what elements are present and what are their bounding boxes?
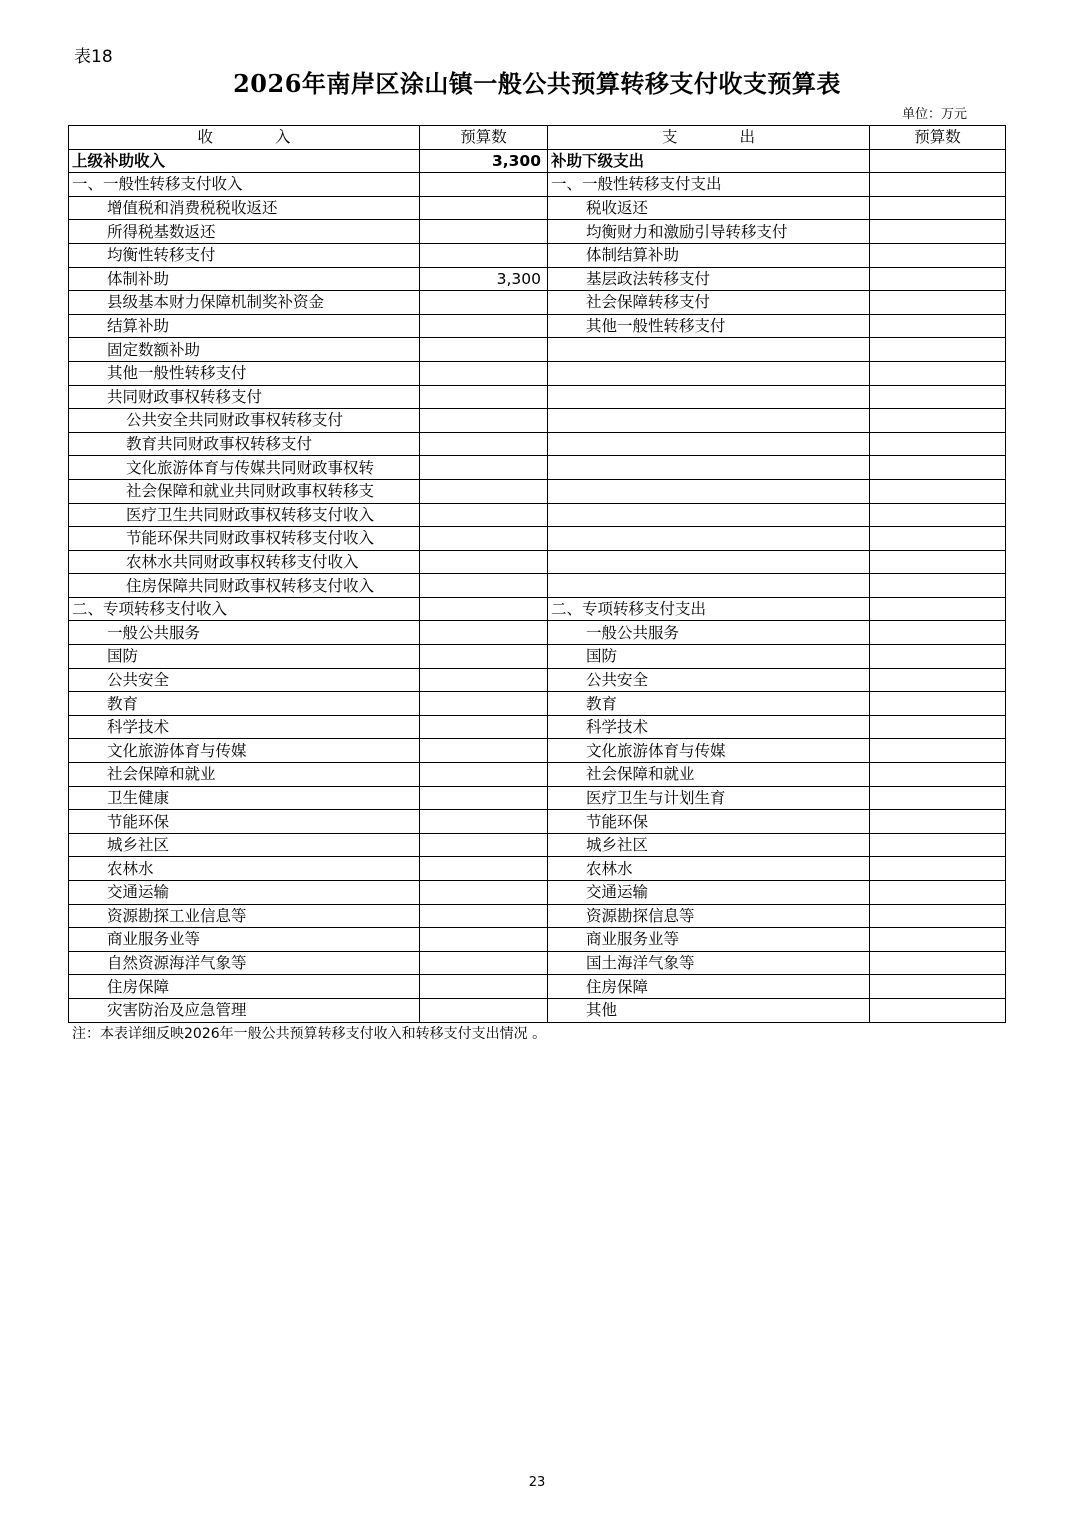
expense-amount-cell [870,432,1006,456]
expense-amount-cell [870,668,1006,692]
income-cell: 自然资源海洋气象等 [69,951,420,975]
table-row [69,975,1006,999]
expense-cell: 资源勘探信息等 [548,904,870,928]
expense-amount-cell [870,763,1006,787]
income-amount-cell [420,881,548,905]
expense-cell: 其他 [548,998,870,1022]
expense-amount-cell [870,833,1006,857]
expense-cell [548,479,870,503]
table-row [69,904,1006,928]
expense-amount-cell [870,409,1006,433]
expense-amount-cell [870,597,1006,621]
income-amount-cell [420,692,548,716]
income-cell: 文化旅游体育与传媒 [69,739,420,763]
table-row [69,597,1006,621]
expense-amount-cell [870,951,1006,975]
table-row [69,267,1006,291]
footnote: 注：本表详细反映2026年一般公共预算转移支付收入和转移支付支出情况 。 [72,1026,547,1042]
expense-cell [548,503,870,527]
table-row [69,220,1006,244]
income-cell: 商业服务业等 [69,928,420,952]
income-cell: 城乡社区 [69,833,420,857]
table-row [69,243,1006,267]
income-amount-cell [420,361,548,385]
expense-amount-cell [870,928,1006,952]
table-label: 表18 [74,47,113,67]
expense-cell [548,338,870,362]
expense-cell: 基层政法转移支付 [548,267,870,291]
income-amount-cell [420,975,548,999]
expense-amount-cell [870,503,1006,527]
expense-amount-cell [870,173,1006,197]
table-row [69,857,1006,881]
expense-amount-cell [870,975,1006,999]
income-amount-cell [420,550,548,574]
income-cell: 增值税和消费税税收返还 [69,196,420,220]
income-amount-cell [420,951,548,975]
table-row [69,291,1006,315]
income-amount-cell [420,314,548,338]
income-amount-cell [420,621,548,645]
expense-cell [548,574,870,598]
income-cell: 住房保障共同财政事权转移支付收入 [69,574,420,598]
income-amount-cell [420,243,548,267]
table-row [69,361,1006,385]
income-amount-cell [420,173,548,197]
income-amount-cell [420,928,548,952]
expense-amount-cell [870,385,1006,409]
income-amount-cell: 3,300 [420,267,548,291]
income-cell: 体制补助 [69,267,420,291]
expense-cell [548,550,870,574]
expense-cell: 交通运输 [548,881,870,905]
income-cell: 国防 [69,645,420,669]
income-cell: 灾害防治及应急管理 [69,998,420,1022]
expense-amount-cell [870,220,1006,244]
income-cell: 医疗卫生共同财政事权转移支付收入 [69,503,420,527]
income-amount-cell [420,291,548,315]
income-amount-cell [420,503,548,527]
income-amount-cell [420,385,548,409]
expense-amount-cell [870,479,1006,503]
table-row [69,786,1006,810]
income-amount-cell [420,456,548,480]
expense-amount-cell [870,527,1006,551]
document-title: 2026年南岸区涂山镇一般公共预算转移支付收支预算表 [233,69,841,98]
income-cell: 公共安全 [69,668,420,692]
expense-cell: 补助下级支出 [548,149,870,173]
income-cell: 一般公共服务 [69,621,420,645]
expense-cell [548,361,870,385]
table-row [69,550,1006,574]
table-row [69,668,1006,692]
income-cell: 农林水 [69,857,420,881]
income-cell: 上级补助收入 [69,149,420,173]
expense-amount-cell [870,291,1006,315]
income-amount-cell [420,904,548,928]
income-amount-cell [420,998,548,1022]
expense-amount-cell [870,149,1006,173]
expense-cell [548,432,870,456]
expense-amount-cell [870,645,1006,669]
budget-table [68,125,1006,1023]
expense-amount-cell [870,456,1006,480]
expense-amount-cell [870,904,1006,928]
table-row [69,833,1006,857]
income-amount-cell [420,739,548,763]
table-row [69,173,1006,197]
expense-cell: 国防 [548,645,870,669]
table-row [69,881,1006,905]
table-row [69,692,1006,716]
expense-cell [548,385,870,409]
table-row [69,998,1006,1022]
income-cell: 县级基本财力保障机制奖补资金 [69,291,420,315]
expense-cell: 一、一般性转移支付支出 [548,173,870,197]
expense-amount-cell [870,574,1006,598]
income-cell: 节能环保共同财政事权转移支付收入 [69,527,420,551]
income-cell: 农林水共同财政事权转移支付收入 [69,550,420,574]
table-row [69,409,1006,433]
income-cell: 社会保障和就业 [69,763,420,787]
header-expense: 支 出 [548,126,870,150]
table-row [69,527,1006,551]
table-row [69,810,1006,834]
expense-amount-cell [870,881,1006,905]
income-cell: 科学技术 [69,715,420,739]
income-cell: 教育共同财政事权转移支付 [69,432,420,456]
income-amount-cell [420,220,548,244]
expense-cell: 二、专项转移支付支出 [548,597,870,621]
income-cell: 共同财政事权转移支付 [69,385,420,409]
income-amount-cell [420,786,548,810]
header-expense-amount: 预算数 [870,126,1006,150]
table-row [69,479,1006,503]
income-cell: 所得税基数返还 [69,220,420,244]
expense-amount-cell [870,338,1006,362]
table-row [69,314,1006,338]
expense-cell: 社会保障转移支付 [548,291,870,315]
income-amount-cell [420,810,548,834]
expense-cell: 节能环保 [548,810,870,834]
expense-cell: 税收返还 [548,196,870,220]
income-amount-cell [420,479,548,503]
income-amount-cell [420,527,548,551]
expense-cell: 体制结算补助 [548,243,870,267]
expense-cell: 文化旅游体育与传媒 [548,739,870,763]
expense-cell: 其他一般性转移支付 [548,314,870,338]
expense-cell: 医疗卫生与计划生育 [548,786,870,810]
table-row [69,645,1006,669]
table-row [69,196,1006,220]
income-cell: 一、一般性转移支付收入 [69,173,420,197]
income-amount-cell [420,668,548,692]
table-row [69,574,1006,598]
table-body [69,149,1006,1022]
table-row [69,763,1006,787]
expense-cell: 住房保障 [548,975,870,999]
expense-cell: 商业服务业等 [548,928,870,952]
expense-amount-cell [870,739,1006,763]
income-amount-cell [420,833,548,857]
income-amount-cell [420,645,548,669]
income-cell: 资源勘探工业信息等 [69,904,420,928]
table-row [69,715,1006,739]
income-cell: 社会保障和就业共同财政事权转移支 [69,479,420,503]
expense-cell [548,409,870,433]
header-income: 收 入 [69,126,420,150]
unit-label: 单位：万元 [902,107,968,122]
income-cell: 公共安全共同财政事权转移支付 [69,409,420,433]
expense-cell: 教育 [548,692,870,716]
expense-amount-cell [870,196,1006,220]
income-cell: 卫生健康 [69,786,420,810]
table-row [69,621,1006,645]
expense-cell: 一般公共服务 [548,621,870,645]
income-cell: 其他一般性转移支付 [69,361,420,385]
income-amount-cell [420,763,548,787]
expense-cell [548,456,870,480]
income-amount-cell [420,715,548,739]
expense-cell: 农林水 [548,857,870,881]
income-cell: 文化旅游体育与传媒共同财政事权转 [69,456,420,480]
income-cell: 住房保障 [69,975,420,999]
table-row [69,385,1006,409]
expense-amount-cell [870,314,1006,338]
expense-cell: 社会保障和就业 [548,763,870,787]
income-amount-cell [420,574,548,598]
expense-amount-cell [870,621,1006,645]
table-row [69,338,1006,362]
expense-cell: 均衡财力和激励引导转移支付 [548,220,870,244]
table-header-row [69,126,1006,150]
table-row [69,503,1006,527]
expense-amount-cell [870,998,1006,1022]
expense-amount-cell [870,267,1006,291]
table-row [69,739,1006,763]
income-cell: 教育 [69,692,420,716]
income-cell: 节能环保 [69,810,420,834]
expense-cell: 城乡社区 [548,833,870,857]
table-row [69,456,1006,480]
expense-amount-cell [870,715,1006,739]
expense-amount-cell [870,692,1006,716]
table-row [69,928,1006,952]
table-row [69,432,1006,456]
income-cell: 均衡性转移支付 [69,243,420,267]
income-cell: 二、专项转移支付收入 [69,597,420,621]
expense-cell: 科学技术 [548,715,870,739]
expense-cell: 国土海洋气象等 [548,951,870,975]
income-amount-cell [420,196,548,220]
expense-cell [548,527,870,551]
table-row [69,951,1006,975]
expense-cell: 公共安全 [548,668,870,692]
expense-amount-cell [870,243,1006,267]
income-amount-cell [420,338,548,362]
header-income-amount: 预算数 [420,126,548,150]
expense-amount-cell [870,550,1006,574]
income-amount-cell [420,857,548,881]
expense-amount-cell [870,857,1006,881]
income-cell: 固定数额补助 [69,338,420,362]
expense-amount-cell [870,786,1006,810]
expense-amount-cell [870,361,1006,385]
page-number: 23 [528,1475,546,1490]
income-amount-cell: 3,300 [420,149,548,173]
income-cell: 交通运输 [69,881,420,905]
income-amount-cell [420,409,548,433]
income-amount-cell [420,597,548,621]
table-row [69,149,1006,173]
income-amount-cell [420,432,548,456]
expense-amount-cell [870,810,1006,834]
income-cell: 结算补助 [69,314,420,338]
